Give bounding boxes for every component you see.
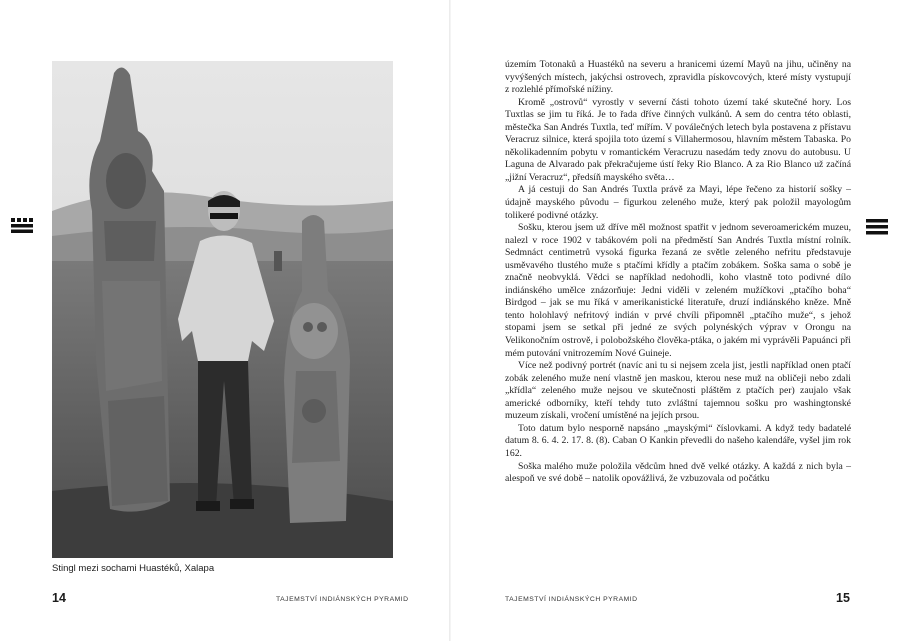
page-number-left: 14 — [52, 591, 66, 605]
paragraph: Toto datum bylo nesporně napsáno „mayskými“ číslovkami. A když tedy badatelé datum 8. 6. 4. 2. 17. 8. (8). Caban O Kankin převedli do našeho kalendáře, vyšel jim rok 162. — [505, 422, 851, 459]
menu-lines-icon — [866, 219, 888, 239]
paragraph: Více než podivný portrét (navíc ani tu si nejsem zcela jist, jestli například onen ptačí zobák zeleného muže není vlastně jen maskou, kterou nese muž na obličeji nebo zdali „křídla“ zeleného muže nejsou ve skutečnosti pláštěm z ptačích per) zaujalo však americké odborníky, kteří tehdy tuto zvláštní tajemnou sošku pro washingtonské muzeum získali, vročení umístěné na jejích prsou. — [505, 360, 851, 422]
paragraph: Soška malého muže položila vědcům hned dvě velké otázky. A každá z nich byla – alespoň ve své době – natolik opovážlivá, že vzbuzovala od počátku — [505, 460, 851, 485]
paragraph: územím Totonaků a Huastéků na severu a hranicemi území Mayů na jihu, učiněny na vyvýšených místech, jakýchsi ostrovech, zpravidla pískovcových, které místy vystupují z rozlehlé přímořské nížiny. — [505, 59, 851, 96]
body-text — [505, 59, 851, 486]
paragraph: Kromě „ostrovů“ vyrostly v severní části tohoto území také skutečné hory. Los Tuxtlas se jim tu říká. Je to řada dříve činných vulkánů. A sem do centra této oblasti, městečka San Andrés Tuxtla, teď mířím. V poválečných letech byla postavena z přístavu Veracruz silnice, která spojila toto území s Villahermosou, hlavním městem Tabaska. Po několikadenním pobytu v romantickém Veracruzu nasedám tedy znovu do autobusu. U Laguna de Alvarado pak překračujeme ústí řeky Rio Blanco. A za Rio Blanco už začíná „jižní Veracruz“, předsíň mayského světa… — [505, 96, 851, 183]
book-gutter — [449, 0, 451, 641]
photo-caption: Stingl mezi sochami Huastéků, Xalapa — [52, 563, 215, 574]
paragraph: Sošku, kterou jsem už dříve měl možnost spatřit v jednom severoamerickém muzeu, nalezl v roce 1902 v tabákovém poli na předměstí San Andrés Tuxtla místní rolník. Sedmnáct centimetrů vysoká figurka řezaná ze světle zeleného nefritu představuje usměvavého tlustého muže s ptačími křídly a ptačím zobákem. Soška sama o sobě je značně neobvyklá. Vědci se například nedohodli, koho vlastně toto podivné dílo indiánského umělce znázorňuje: Jedni viděli v zeleném mužíčkovi „ptačího boha“ Birdgod – jak se mu říká v amerikanistické literatuře, druzí indiánského kněze. Mně tento holohlavý nefritový indián v prvé chvíli připomněl „ptačího muže“, s jehož stopami jsem se setkal při jedné ze svých polynéských výprav v Orongu na Velikonočním ostrově, i polobožského člověka-ptáka, o jakém mi vyprávěli Papuánci při mém putování vnitrozemím Nové Guineje. — [505, 222, 851, 359]
photograph-of-man-with-stone-statues — [52, 61, 393, 558]
running-head-left: TAJEMSTVÍ INDIÁNSKÝCH PYRAMID — [276, 596, 409, 603]
running-head-right: TAJEMSTVÍ INDIÁNSKÝCH PYRAMID — [505, 596, 638, 603]
page-number-right: 15 — [836, 591, 850, 605]
bookmark-glyph-icon — [11, 218, 35, 238]
paragraph: A já cestuji do San Andrés Tuxtla právě za Mayi, lépe řečeno za historií sošky – údajně mayského původu – figurkou zeleného muže, který pak položil mayologům tolikeré podivné otázky. — [505, 184, 851, 221]
